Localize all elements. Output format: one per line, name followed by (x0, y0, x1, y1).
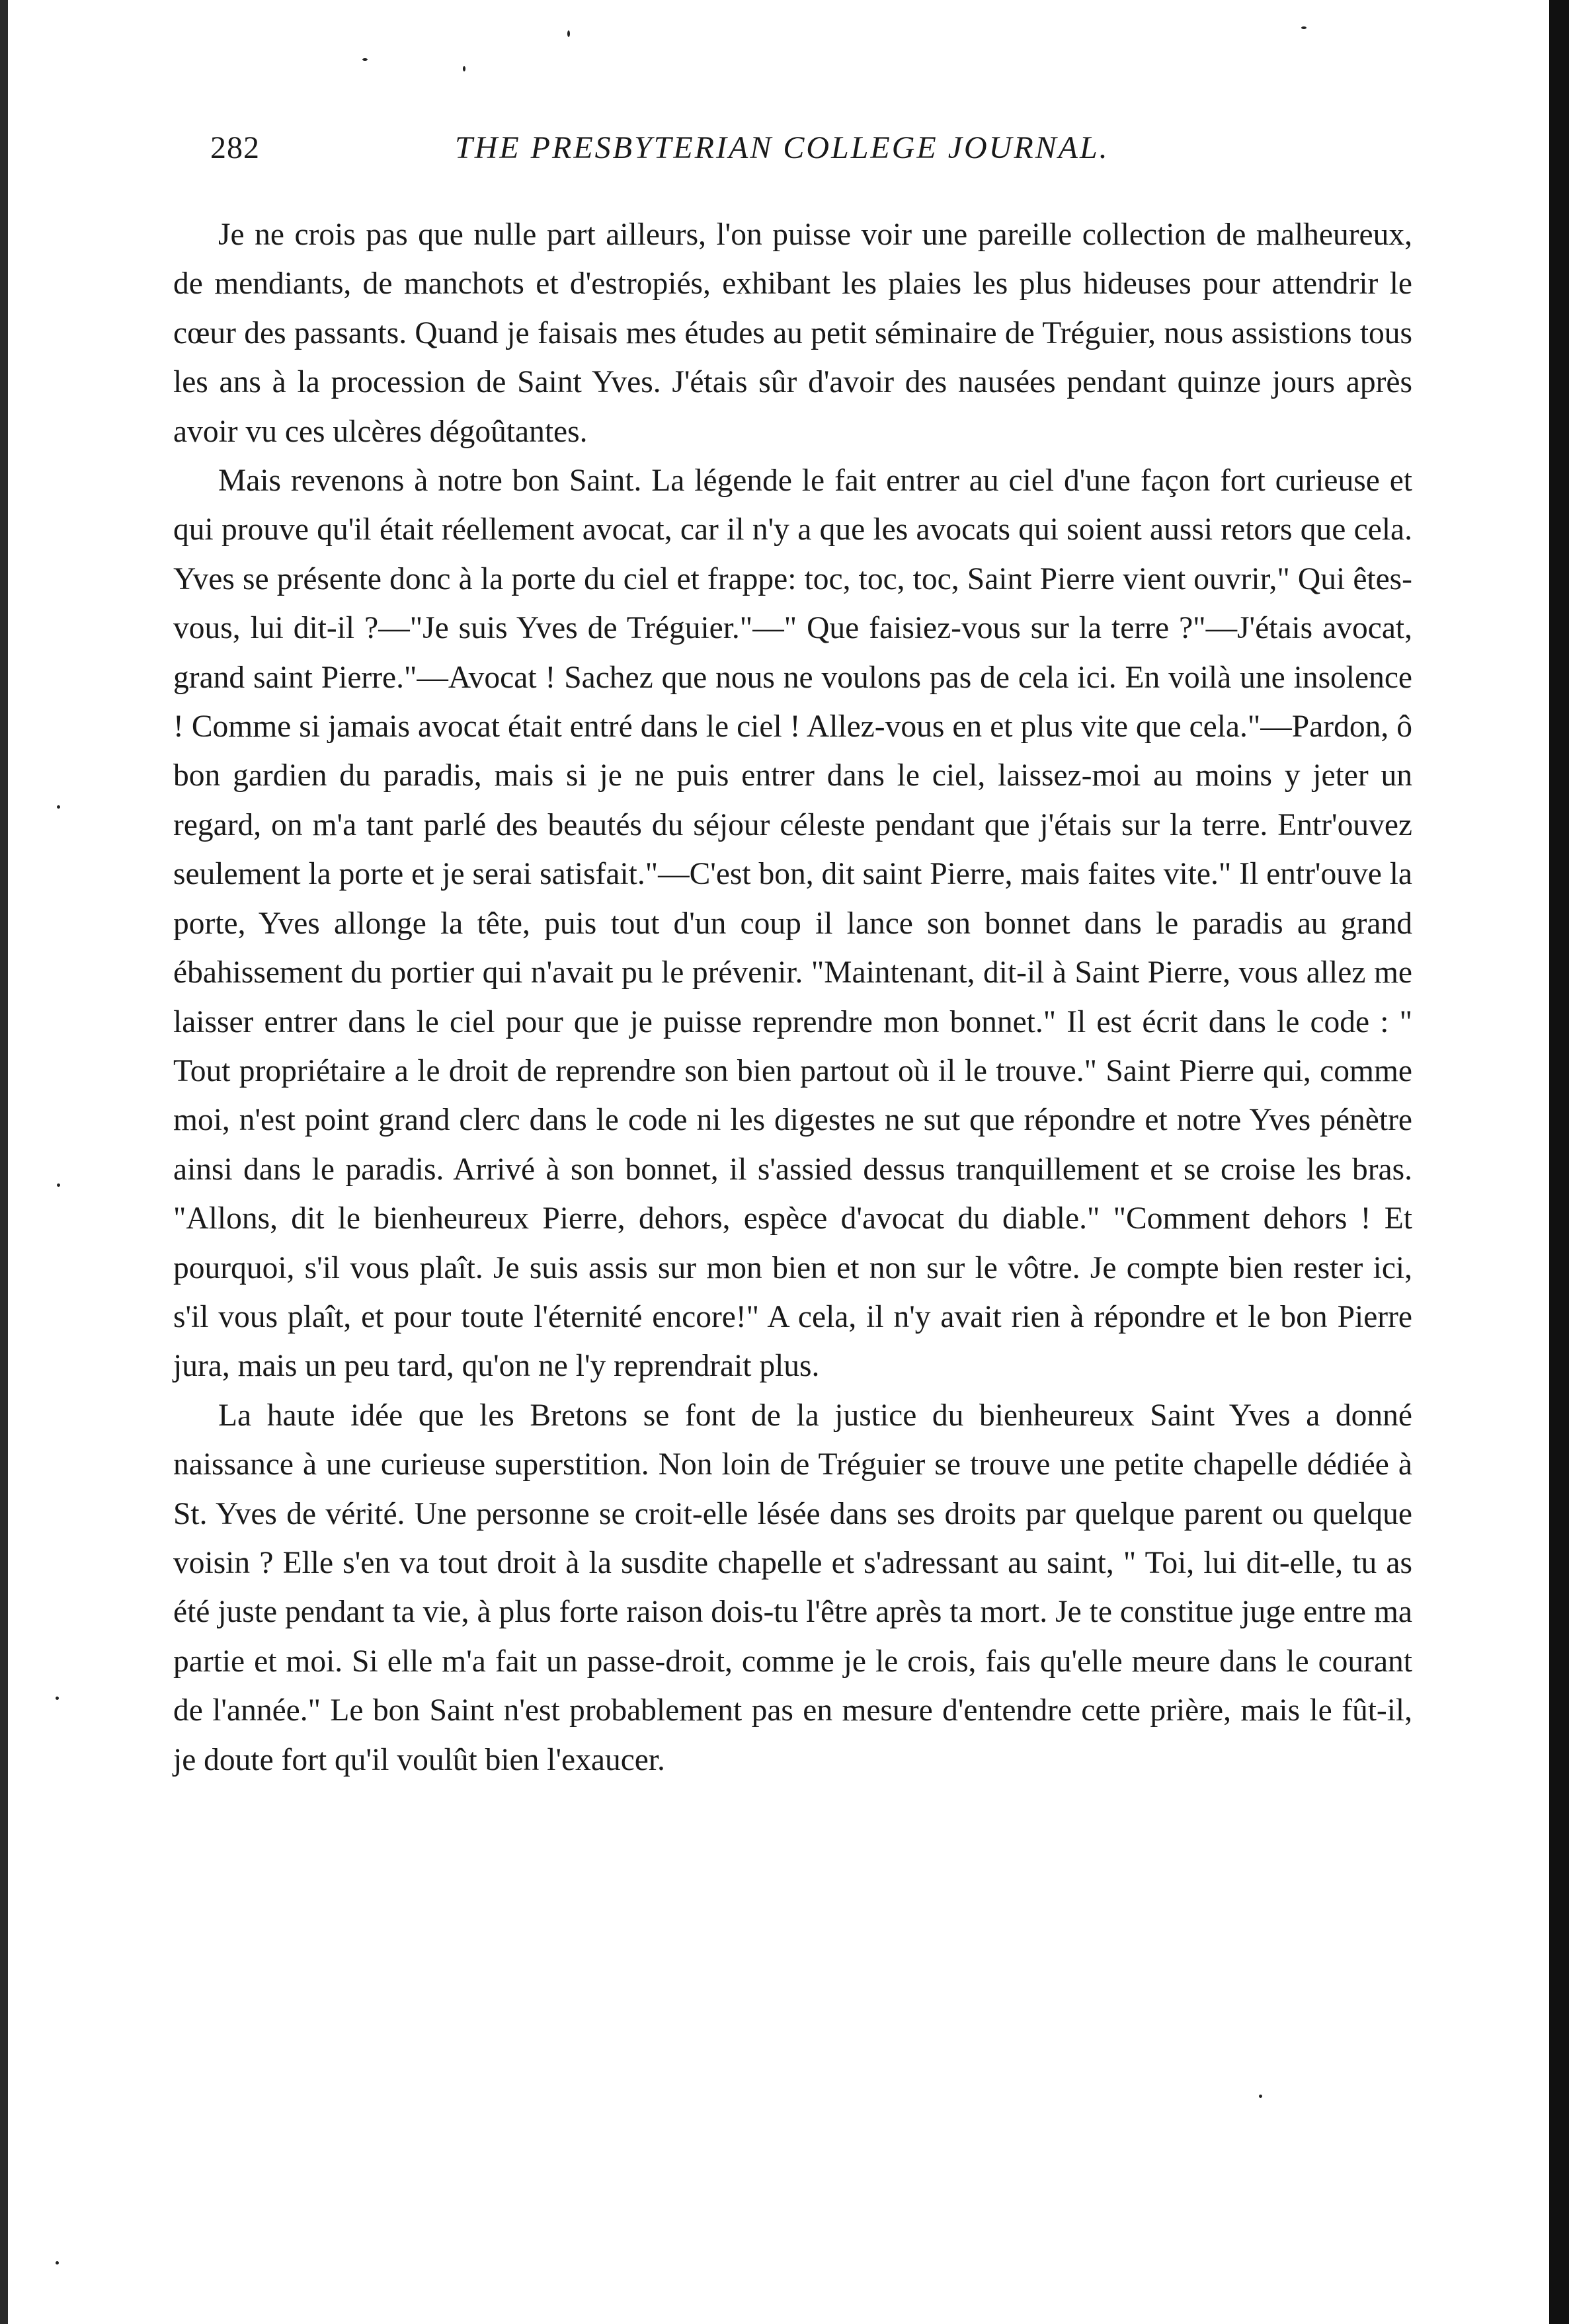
page-number: 282 (210, 130, 260, 165)
scan-speck (56, 2261, 59, 2264)
scan-right-border (1549, 0, 1569, 2324)
running-title: THE PRESBYTERIAN COLLEGE JOURNAL. (455, 130, 1109, 165)
scan-speck (57, 1183, 60, 1187)
scan-speck (463, 66, 465, 71)
scan-speck (56, 1697, 59, 1700)
page-header (210, 130, 1308, 176)
paragraph: Je ne crois pas que nulle part ailleurs, l'on puisse voir une pareille collection de malheureux, de mendiants, de manchots et d'estropiés, exhibant les plaies les plus hideuses pour attendrir le cœur des passants. Quand je faisais mes études au petit séminaire de Tréguier, nous assistions tous les ans à la procession de Saint Yves. J'étais sûr d'avoir des nausées pendant quinze jours après avoir vu ces ulcères dégoûtantes. (173, 218, 1412, 449)
scan-speck (57, 805, 60, 809)
paragraph: Mais revenons à notre bon Saint. La légende le fait entrer au ciel d'une façon fort curieuse et qui prouve qu'il était réellement avocat, car il n'y a que les avocats qui soient aussi retors que cela. Yves se présente donc à la porte du ciel et frappe: toc, toc, toc, Saint Pierre vient ouvrir," Qui êtes-vous, lui dit-il ?—"Je suis Yves de Tréguier."—" Que faisiez-vous sur la terre ?"—J'étais avocat, grand saint Pierre."—Avocat ! Sachez que nous ne voulons pas de cela ici. En voilà une insolence ! Comme si jamais avocat était entré dans le ciel ! Allez-vous en et plus vite que cela."—Pardon, ô bon gardien du paradis, mais si je ne puis entrer dans le ciel, laissez-moi au moins y jeter un regard, on m'a tant parlé des beautés du séjour céleste pendant que j'étais sur la terre. Entr'ouvez seulement la porte et je serai satisfait."—C'est bon, dit saint Pierre, mais faites vite." Il entr'ouve la porte, Yves allonge la tête, puis tout d'un coup il lance son bonnet dans le paradis au grand ébahissement du portier qui n'avait pu le prévenir. "Maintenant, dit-il à Saint Pierre, vous allez me laisser entrer dans le ciel pour que je puisse reprendre mon bonnet." Il est écrit dans le code : " Tout propriétaire a le droit de reprendre son bien partout où il le trouve." Saint Pierre qui, comme moi, n'est point grand clerc dans le code ni les digestes ne sut que répondre et notre Yves pénètre ainsi dans le paradis. Arrivé à son bonnet, il s'assied dessus tranquillement et se croise les bras. "Allons, dit le bienheureux Pierre, dehors, espèce d'avocat du diable." "Comment dehors ! Et pourquoi, s'il vous plaît. Je suis assis sur mon bien et non sur le vôtre. Je compte bien rester ici, s'il vous plaît, et pour toute l'éternité encore!" A cela, il n'y avait rien à répondre et le bon Pierre jura, mais un peu tard, qu'on ne l'y reprendrait plus. (173, 463, 1412, 1384)
paragraph: La haute idée que les Bretons se font de la justice du bienheureux Saint Yves a donné naissance à une curieuse superstition. Non loin de Tréguier se trouve une petite chapelle dédiée à St. Yves de vérité. Une personne se croit-elle lésée dans ses droits par quelque parent ou quelque voisin ? Elle s'en va tout droit à la susdite chapelle et s'adressant au saint, " Toi, lui dit-elle, tu as été juste pendant ta vie, à plus forte raison dois-tu l'être après ta mort. Je te constitue juge entre ma partie et moi. Si elle m'a fait un passe-droit, comme je le crois, fais qu'elle meure dans le courant de l'année." Le bon Saint n'est probablement pas en mesure d'entendre cette prière, mais le fût-il, je doute fort qu'il voulût bien l'exaucer. (173, 1398, 1412, 1777)
scan-left-border (0, 0, 8, 2324)
scan-speck (1301, 26, 1307, 29)
body-text (173, 210, 1412, 1784)
scan-speck (1259, 2095, 1262, 2098)
scan-speck (362, 58, 368, 61)
scan-speck (567, 30, 570, 37)
